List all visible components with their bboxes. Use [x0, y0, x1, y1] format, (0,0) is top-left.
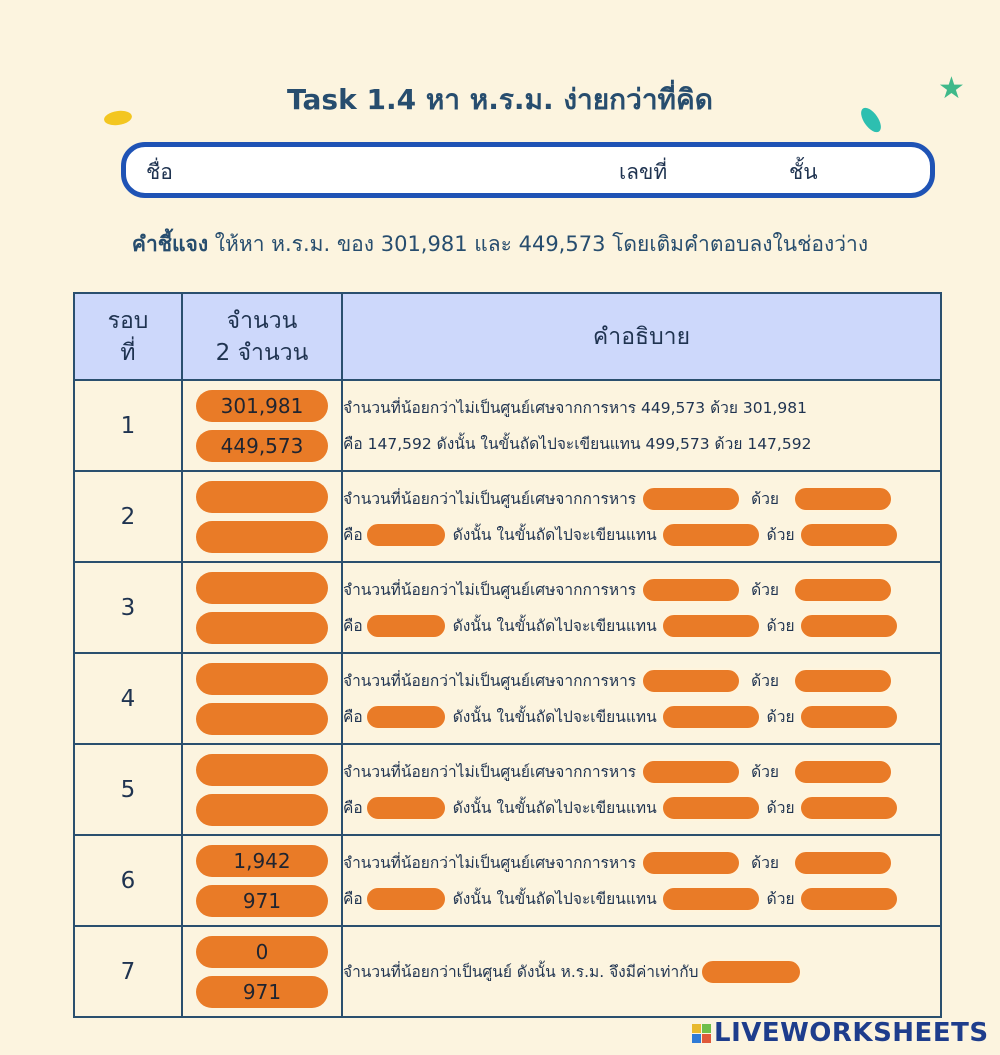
desc-line-2: คือ 147,592 ดังนั้น ในขั้นถัดไปจะเขียนแทน 499,573 ด้วย 147,592 — [343, 435, 812, 453]
answer-blank-divisor[interactable] — [793, 668, 893, 694]
description-cell — [342, 562, 941, 653]
header-numbers — [182, 293, 342, 380]
desc-with: ด้วย — [751, 763, 779, 781]
desc-is: คือ — [343, 799, 363, 817]
page-title: Task 1.4 หา ห.ร.ม. ง่ายกว่าที่คิด — [287, 83, 713, 116]
number-box-bottom[interactable] — [196, 521, 328, 553]
answer-blank-divisor[interactable] — [793, 850, 893, 876]
number-box-top[interactable] — [196, 572, 328, 604]
number-box-bottom[interactable] — [196, 612, 328, 644]
desc-with-2: ด้วย — [766, 708, 795, 726]
answer-blank-replace-old[interactable] — [661, 886, 761, 912]
answer-blank-replace-new[interactable] — [799, 795, 899, 821]
number-pair-cell — [182, 835, 342, 926]
answer-blank-replace-old[interactable] — [661, 522, 761, 548]
answer-blank-remainder[interactable] — [365, 795, 447, 821]
answer-blank-remainder[interactable] — [365, 704, 447, 730]
round-number: 2 — [74, 471, 182, 562]
round-number: 6 — [74, 835, 182, 926]
number-box-bottom: 971 — [196, 885, 328, 917]
star-icon: ★ — [938, 71, 965, 106]
answer-blank-divisor[interactable] — [793, 577, 893, 603]
header-numbers-line2: 2 จำนวน — [215, 339, 309, 366]
desc-is: คือ — [343, 526, 363, 544]
round-number: 1 — [74, 380, 182, 471]
answer-blank-dividend[interactable] — [641, 850, 741, 876]
answer-blank-dividend[interactable] — [641, 486, 741, 512]
answer-blank-replace-new[interactable] — [799, 886, 899, 912]
number-box-top[interactable] — [196, 754, 328, 786]
gcd-table — [73, 292, 942, 1018]
desc-is: คือ — [343, 890, 363, 908]
logo-icon — [692, 1024, 711, 1043]
answer-blank-remainder[interactable] — [365, 613, 447, 639]
desc-part1: จำนวนที่น้อยกว่าไม่เป็นศูนย์เศษจากการหาร — [343, 672, 637, 690]
desc-part2: ดังนั้น ในขั้นถัดไปจะเขียนแทน — [452, 799, 657, 817]
table-row — [74, 835, 941, 926]
desc-is: คือ — [343, 708, 363, 726]
round-number: 5 — [74, 744, 182, 835]
answer-blank-replace-old[interactable] — [661, 704, 761, 730]
answer-blank-replace-old[interactable] — [661, 795, 761, 821]
answer-blank-replace-new[interactable] — [799, 522, 899, 548]
number-pair-cell — [182, 653, 342, 744]
desc-part1: จำนวนที่น้อยกว่าไม่เป็นศูนย์เศษจากการหาร — [343, 581, 637, 599]
answer-blank-dividend[interactable] — [641, 668, 741, 694]
header-round-line1: รอบ — [107, 307, 149, 334]
answer-blank-replace-new[interactable] — [799, 613, 899, 639]
round-number: 4 — [74, 653, 182, 744]
round-number: 3 — [74, 562, 182, 653]
number-label: เลขที่ — [619, 160, 668, 184]
desc-with-2: ด้วย — [766, 890, 795, 908]
number-pair-cell — [182, 380, 342, 471]
desc-part2: ดังนั้น ในขั้นถัดไปจะเขียนแทน — [452, 526, 657, 544]
class-label: ชั้น — [789, 160, 818, 184]
table-header-row — [74, 293, 941, 380]
answer-blank-gcd[interactable] — [700, 959, 802, 985]
number-pair-cell — [182, 471, 342, 562]
description-cell — [342, 744, 941, 835]
instruction-text: ให้หา ห.ร.ม. ของ 301,981 และ 449,573 โดยเติมคำตอบลงในช่องว่าง — [208, 232, 869, 256]
brand-text: LIVEWORKSHEETS — [714, 1018, 989, 1048]
description-cell — [342, 653, 941, 744]
desc-is: คือ — [343, 617, 363, 635]
number-box-bottom: 971 — [196, 976, 328, 1008]
answer-blank-dividend[interactable] — [641, 577, 741, 603]
table-row — [74, 380, 941, 471]
student-info-bar — [121, 142, 935, 198]
table-row — [74, 653, 941, 744]
desc-line-1: จำนวนที่น้อยกว่าไม่เป็นศูนย์เศษจากการหาร 449,573 ด้วย 301,981 — [343, 399, 807, 417]
description-cell — [342, 471, 941, 562]
number-box-top: 0 — [196, 936, 328, 968]
answer-blank-replace-old[interactable] — [661, 613, 761, 639]
table-row — [74, 562, 941, 653]
answer-blank-replace-new[interactable] — [799, 704, 899, 730]
table-row — [74, 744, 941, 835]
number-box-bottom[interactable] — [196, 794, 328, 826]
number-box-top[interactable] — [196, 663, 328, 695]
liveworksheets-logo — [692, 1018, 989, 1048]
answer-blank-remainder[interactable] — [365, 886, 447, 912]
description-cell — [342, 380, 941, 471]
round-number: 7 — [74, 926, 182, 1017]
answer-blank-remainder[interactable] — [365, 522, 447, 548]
number-pair-cell — [182, 562, 342, 653]
header-round — [74, 293, 182, 380]
final-text: จำนวนที่น้อยกว่าเป็นศูนย์ ดังนั้น ห.ร.ม. จึงมีค่าเท่ากับ — [343, 963, 699, 981]
number-box-bottom[interactable] — [196, 703, 328, 735]
answer-blank-divisor[interactable] — [793, 759, 893, 785]
answer-blank-divisor[interactable] — [793, 486, 893, 512]
desc-part1: จำนวนที่น้อยกว่าไม่เป็นศูนย์เศษจากการหาร — [343, 763, 637, 781]
desc-with: ด้วย — [751, 490, 779, 508]
instruction-label: คำชี้แจง — [131, 232, 209, 256]
desc-part1: จำนวนที่น้อยกว่าไม่เป็นศูนย์เศษจากการหาร — [343, 854, 637, 872]
header-description: คำอธิบาย — [342, 293, 941, 380]
desc-part2: ดังนั้น ในขั้นถัดไปจะเขียนแทน — [452, 708, 657, 726]
number-box-bottom: 449,573 — [196, 430, 328, 462]
number-pair-cell — [182, 926, 342, 1017]
answer-blank-dividend[interactable] — [641, 759, 741, 785]
number-box-top: 301,981 — [196, 390, 328, 422]
number-box-top: 1,942 — [196, 845, 328, 877]
header-round-line2: ที่ — [120, 339, 136, 366]
header-numbers-line1: จำนวน — [226, 307, 298, 334]
desc-part2: ดังนั้น ในขั้นถัดไปจะเขียนแทน — [452, 617, 657, 635]
desc-with: ด้วย — [751, 581, 779, 599]
description-cell — [342, 926, 941, 1017]
number-pair-cell — [182, 744, 342, 835]
table-row — [74, 471, 941, 562]
name-label: ชื่อ — [146, 160, 173, 184]
number-box-top[interactable] — [196, 481, 328, 513]
instruction — [0, 228, 1000, 261]
desc-with: ด้วย — [751, 854, 779, 872]
desc-with-2: ด้วย — [766, 799, 795, 817]
desc-with-2: ด้วย — [766, 617, 795, 635]
desc-part2: ดังนั้น ในขั้นถัดไปจะเขียนแทน — [452, 890, 657, 908]
desc-with: ด้วย — [751, 672, 779, 690]
desc-with-2: ด้วย — [766, 526, 795, 544]
table-row — [74, 926, 941, 1017]
desc-part1: จำนวนที่น้อยกว่าไม่เป็นศูนย์เศษจากการหาร — [343, 490, 637, 508]
description-cell — [342, 835, 941, 926]
